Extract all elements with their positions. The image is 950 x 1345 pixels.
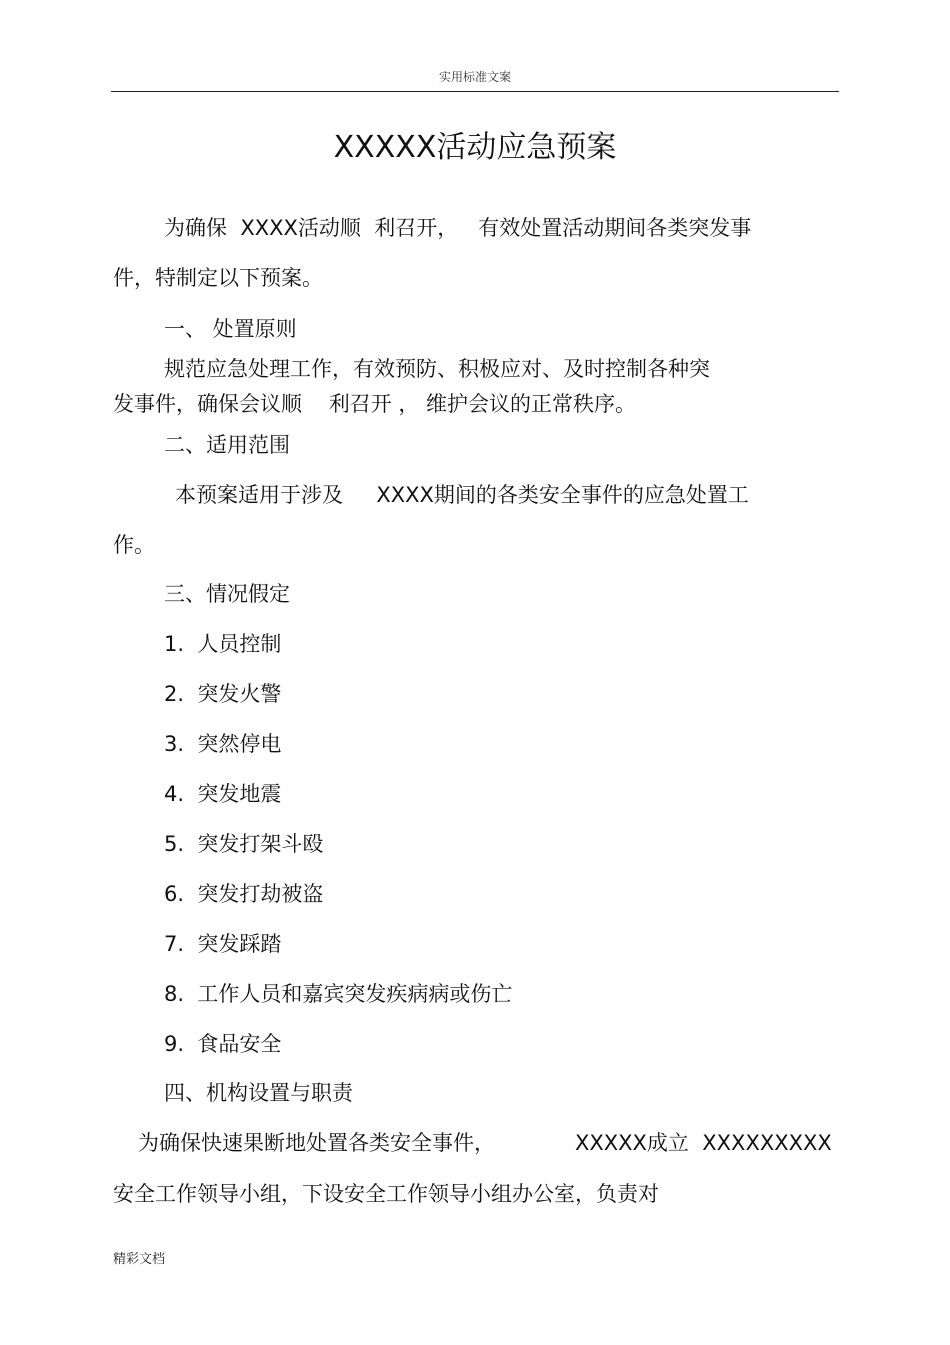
page-header: 实用标准文案 (438, 70, 511, 84)
section-4-paragraph-line-2: 安全工作领导小组，下设安全工作领导小组办公室，负责对 (113, 1182, 659, 1206)
section-1-heading: 一、 处置原则 (164, 317, 297, 341)
section-2-paragraph-line-2: 作。 (113, 533, 155, 557)
intro-line-1: 为确保 XXXX活动顺 利召开， 有效处置活动期间各类突发事 (164, 216, 752, 240)
header-divider (111, 91, 839, 92)
section-1-paragraph-line-1: 规范应急处理工作，有效预防、积极应对、及时控制各种突 (164, 357, 710, 381)
list-item: 4. 突发地震 (164, 782, 282, 806)
section-4-paragraph-line-1b: XXXXX成立 XXXXXXXXX (575, 1131, 832, 1155)
list-item: 9. 食品安全 (164, 1032, 282, 1056)
section-3-heading: 三、情况假定 (164, 582, 290, 606)
list-item: 1. 人员控制 (164, 632, 282, 656)
section-2-heading: 二、适用范围 (164, 433, 290, 457)
list-item: 7. 突发踩踏 (164, 932, 282, 956)
section-1-paragraph-line-2: 发事件，确保会议顺 利召开 ， 维护会议的正常秩序。 (113, 392, 637, 416)
list-item: 8. 工作人员和嘉宾突发疾病病或伤亡 (164, 982, 513, 1006)
intro-line-2: 件，特制定以下预案。 (113, 266, 323, 290)
document-title: XXXXX活动应急预案 (333, 130, 617, 165)
section-2-paragraph-line-1: 本预案适用于涉及 XXXX期间的各类安全事件的应急处置工 (175, 483, 749, 507)
list-item: 5. 突发打架斗殴 (164, 832, 324, 856)
list-item: 2. 突发火警 (164, 682, 282, 706)
list-item: 6. 突发打劫被盗 (164, 882, 324, 906)
page-footer: 精彩文档 (113, 1252, 166, 1267)
section-4-paragraph-line-1a: 为确保快速果断地处置各类安全事件， (138, 1131, 495, 1155)
list-item: 3. 突然停电 (164, 732, 282, 756)
section-4-heading: 四、机构设置与职责 (164, 1081, 353, 1105)
